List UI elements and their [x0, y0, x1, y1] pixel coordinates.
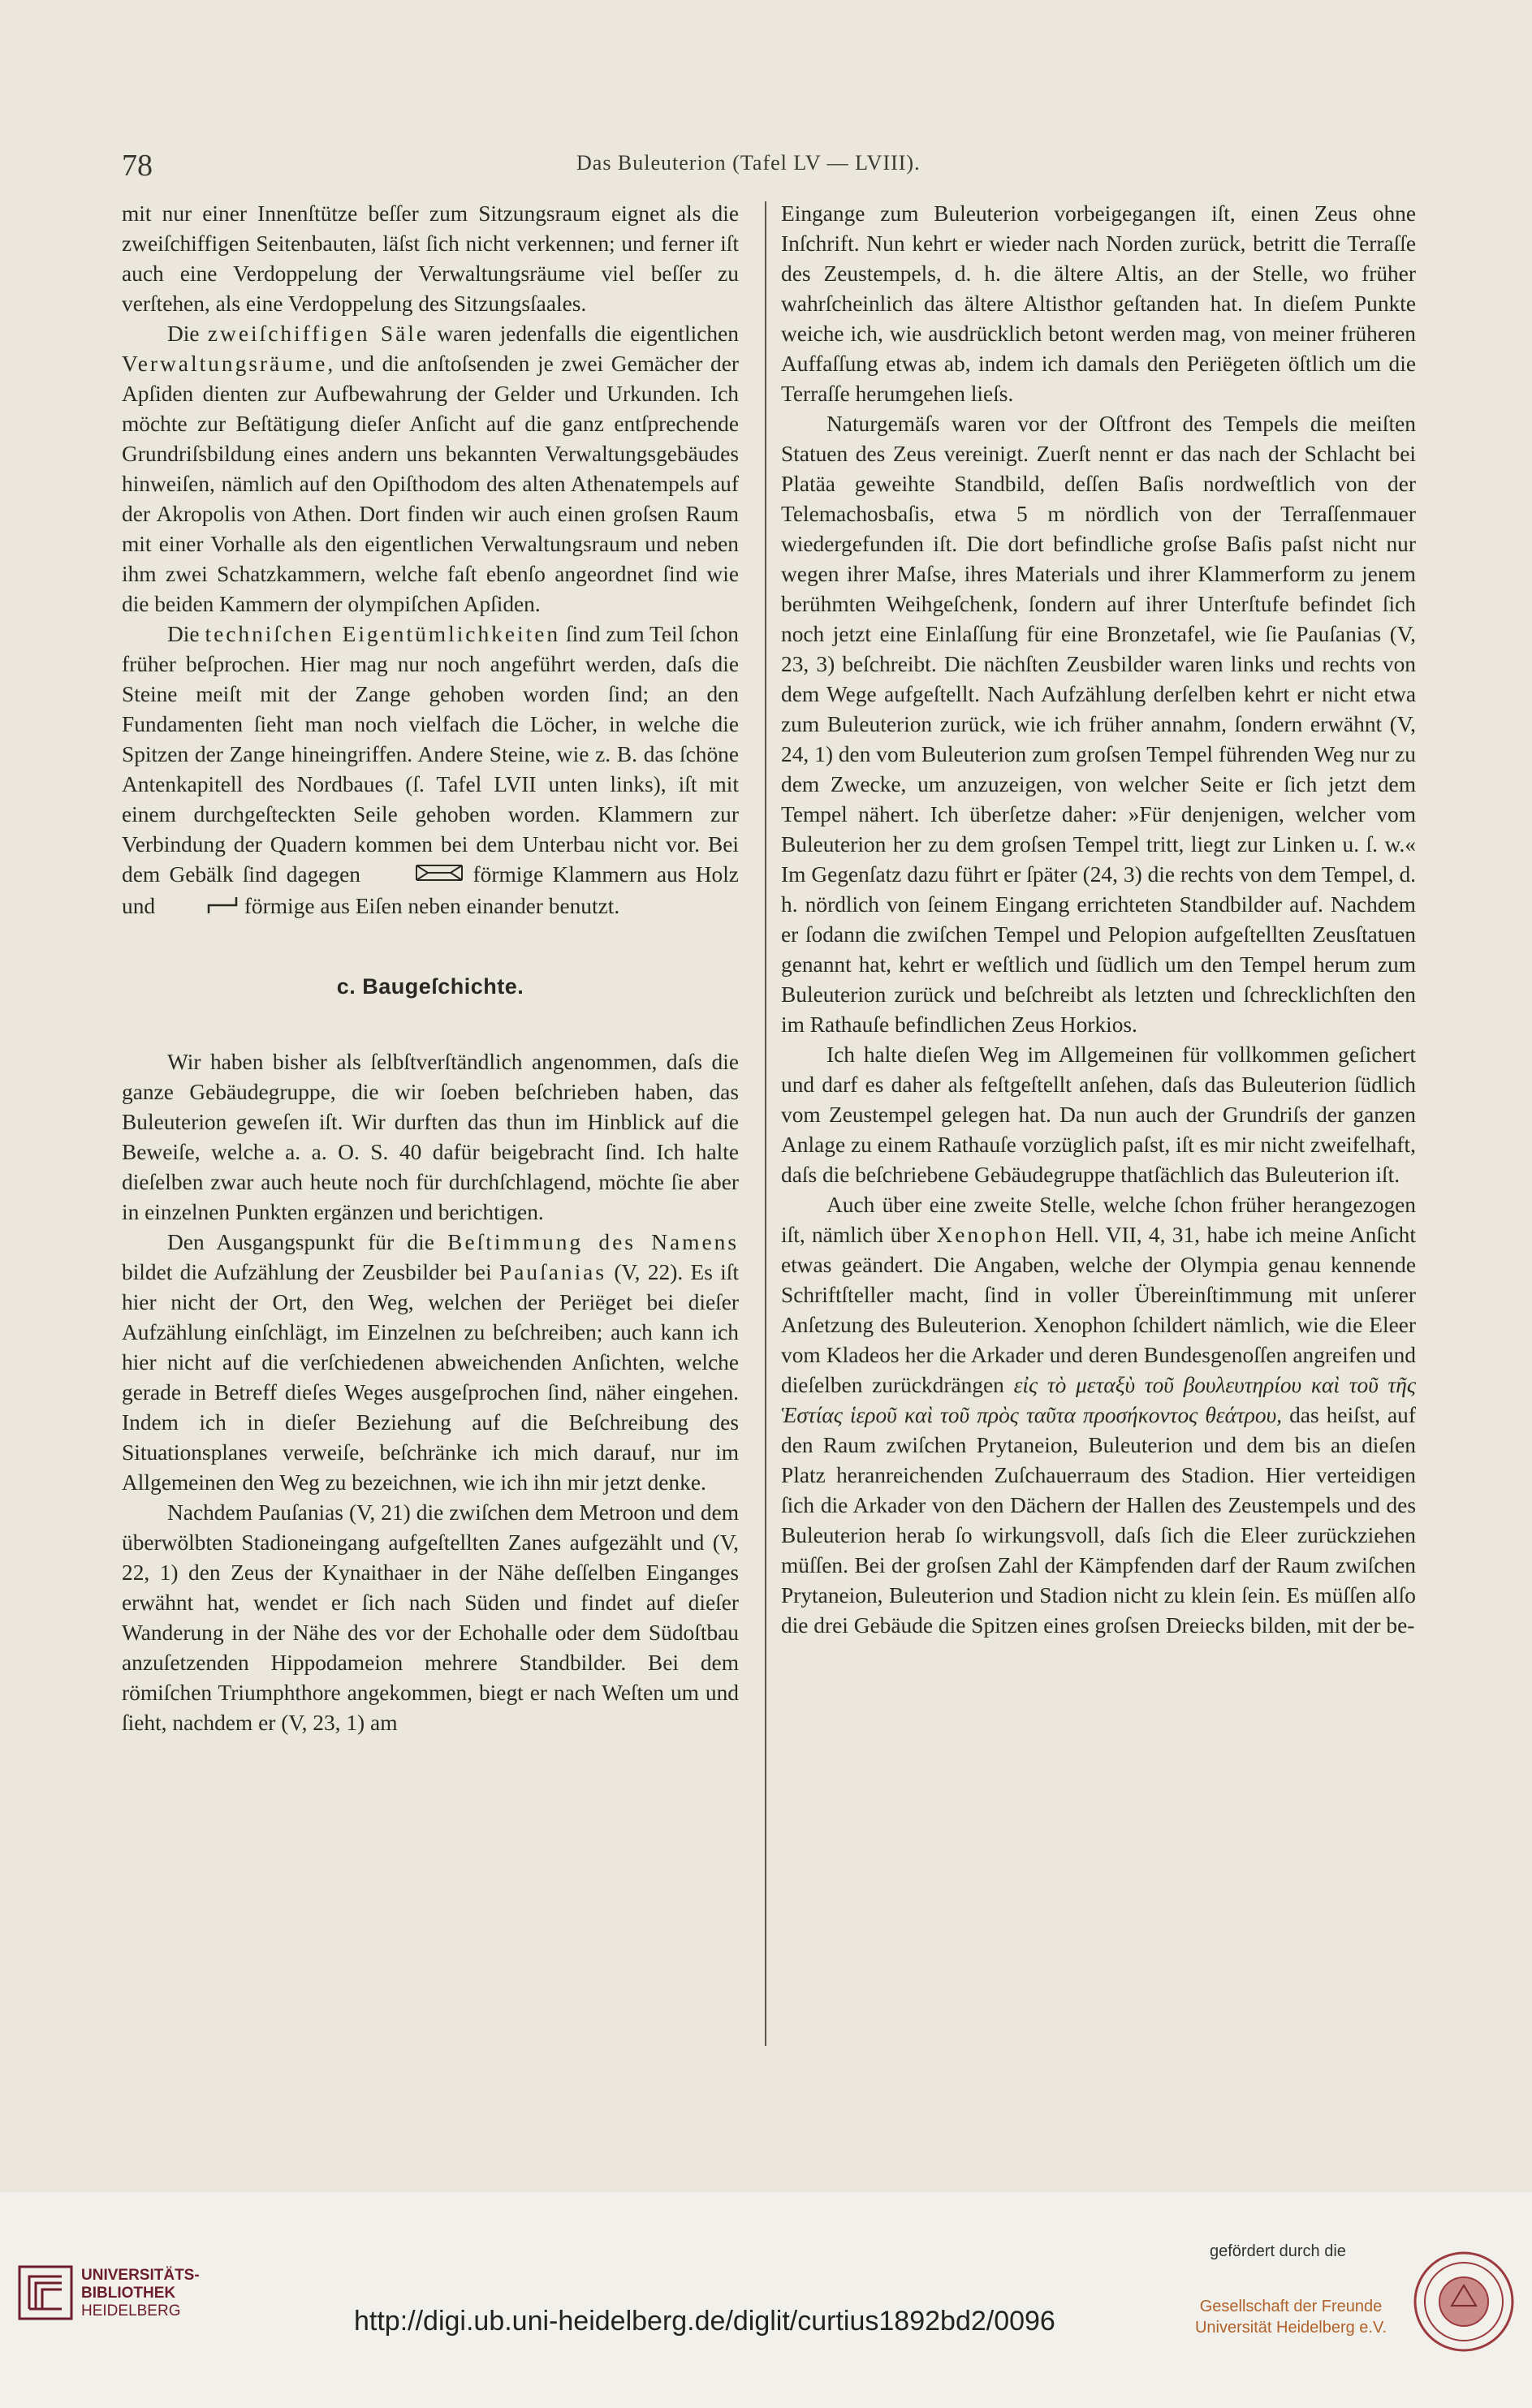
right-column: [781, 199, 1416, 1641]
paragraph: [122, 319, 739, 619]
paragraph: [122, 1228, 739, 1498]
staple-clamp-icon: [161, 893, 239, 923]
paragraph: Nachdem Pauſanias (V, 21) die zwiſchen dem Metroon und dem überwölbten Stadioneingang aufgeſtellten Zanes aufgezählt und (V, 22, 1) den Zeus der Kynaithaer in der Nähe deſſelben Einganges erwähnt hat, wendet er ſich nach Süden und findet auf dieſer Wanderung in der Nähe des vor der Echohalle oder dem Südoſtbau anzuſetzenden Hippodameion mehrere Standbilder. Bei dem römiſchen Triumphthore angekommen, biegt er nach Weſten um und ſieht, nachdem er (V, 23, 1) am: [122, 1500, 739, 1736]
text-run: Den Ausgangspunkt für die: [167, 1230, 434, 1255]
column-divider: [765, 201, 766, 2046]
supporter-name-line: Universität Heidelberg e.V.: [1194, 2319, 1387, 2337]
paragraph: [122, 619, 739, 923]
dovetail-clamp-icon: [369, 861, 464, 891]
paragraph: Ich halte dieſen Weg im Allgemeinen für vollkommen geſichert und darf es daher als feſtgeſtellt anſehen, daſs das Buleuterion ſüdlich vom Zeustempel gelegen hat. Da nun auch der Grundriſs der ganzen Anlage zu einem Rathauſe vorzüglich paſst, iſt es mir nicht zweifelhaft, daſs die beſchriebene Gebäudegruppe thatſächlich das Buleuterion iſt.: [781, 1042, 1416, 1187]
text-run: Die: [167, 622, 200, 646]
spaced-term: Pauſanias: [499, 1260, 606, 1285]
running-title: Das Buleuterion (Tafel LV — LVIII).: [576, 151, 921, 175]
text-run: förmige aus Eiſen neben einander benutzt.: [244, 894, 620, 919]
text-run: förmige Klammern aus Holz und: [122, 862, 739, 919]
paragraph: Wir haben bisher als ſelbſtverſtändlich angenommen, daſs die ganze Gebäudegruppe, die wir ſoeben beſchrieben haben, das Buleuterion geweſen iſt. Wir durften das thun im Hinblick auf die Beweiſe, welche a. a. O. S. 40 dafür beigebracht ſind. Ich halte dieſelben zwar auch heute noch für durchſchlagend, möchte ſie aber in einzelnen Punkten ergänzen und berichtigen.: [122, 1050, 739, 1225]
supporter-link[interactable]: [1193, 2296, 1388, 2338]
text-run: Auch über eine zweite Stelle, welche ſchon früher herangezogen iſt, nämlich über: [781, 1193, 1416, 1247]
library-name-line: UNIVERSITÄTS-: [81, 2267, 200, 2284]
paragraph: mit nur einer Innenſtütze beſſer zum Sitzungsraum eignet als die zweiſchiffigen Seitenbauten, läſst ſich nicht verkennen; und ferner iſt auch eine Verdoppelung der Verwaltungsräume viel beſſer zu verſtehen, als eine Verdoppelung des Sitzungsſaales.: [122, 201, 739, 316]
university-seal-icon: [1411, 2249, 1517, 2354]
page-header: [122, 148, 1421, 188]
supporter-name-line: Gesellschaft der Freunde: [1199, 2298, 1383, 2315]
spaced-term: Xenophon: [936, 1223, 1049, 1247]
page-number: 78: [122, 149, 153, 183]
text-run: , und die anſtoſsenden je zwei Gemächer der Apſiden dienten zur Aufbewahrung der Gelder und Urkunden. Ich möchte zur Beſtätigung dieſer Anſicht auf die ganz entſprechende Grundriſsbildung eines andern uns bekannten Verwaltungsgebäudes hinweiſen, nämlich auf den Opiſthodom des alten Athenatempels auf der Akropolis von Athen. Dort finden wir auch einen groſsen Raum mit einer Vorhalle als den eigentlichen Verwaltungsraum und neben ihm zwei Schatzkammern, welche faſt ebenſo angeordnet ſind wie die beiden Kammern der olympiſchen Apſiden.: [122, 352, 739, 616]
text-run: ſind zum Teil ſchon früher beſprochen. Hier mag nur noch angeführt werden, daſs die Steine meiſt mit der Zange gehoben worden ſind; an den Fundamenten ſieht man noch vielfach die Löcher, in welche die Spitzen der Zange hineingriffen. Andere Steine, wie z. B. das ſchöne Antenkapitell des Nordbaues (ſ. Tafel LVII unten links), iſt mit einem durchgeſteckten Seile gehoben worden. Klammern zur Verbindung der Quadern kommen bei dem Unterbau nicht vor. Bei dem Gebälk ſind dagegen: [122, 622, 739, 887]
spaced-term: zweiſchiffigen Säle: [207, 321, 429, 346]
text-run: bildet die Aufzählung der Zeusbilder bei: [122, 1260, 492, 1285]
supporter-label: gefördert durch die: [1210, 2242, 1346, 2260]
section-heading: c. Baugeſchichte.: [336, 974, 524, 999]
library-name: [81, 2267, 200, 2320]
paragraph: Eingange zum Buleuterion vorbeigegangen iſt, einen Zeus ohne Inſchrift. Nun kehrt er wieder nach Norden zurück, betritt die Terraſſe des Zeustempels, d. h. die ältere Altis, an der Stelle, wo früher wahrſcheinlich das ältere Altisthor geſtanden hat. In dieſem Punkte weiche ich, wie ausdrücklich betont werden mag, von meiner früheren Auffaſſung etwas ab, indem ich damals den Periëgeten öſtlich um die Terraſſe herumgehen lieſs.: [781, 201, 1416, 406]
text-run: waren jedenfalls die eigentlichen: [437, 321, 739, 346]
library-name-line: HEIDELBERG: [81, 2302, 181, 2320]
left-column: [122, 199, 739, 1738]
text-run: das heiſst, auf den Raum zwiſchen Prytaneion, Buleuterion und dem bis an dieſen Platz heranreichenden Zuſchauerraum des Stadion. Hier verteidigen ſich die Arkader von den Dächern der Hallen des Zeustempels und des Buleuterion herab ſo wirkungsvoll, daſs ſich die Eleer zurückziehen müſſen. Bei der groſsen Zahl der Kämpfenden darf der Raum zwiſchen Prytaneion, Buleuterion und Stadion nicht zu klein ſein. Es müſſen alſo die drei Gebäude die Spitzen eines groſsen Dreiecks bilden, mit der be-: [781, 1403, 1416, 1638]
library-logo-icon: [18, 2265, 73, 2320]
paragraph: Naturgemäſs waren vor der Oſtfront des Tempels die meiſten Statuen des Zeus vereinigt. Zuerſt nennt er das nach der Schlacht bei Platäa geweihte Standbild, deſſen Baſis nordweſtlich von der Telemachosbaſis, etwa 5 m nördlich von der Terraſſenmauer wiedergefunden iſt. Die dort befindliche groſse Baſis paſst nicht nur wegen ihrer Maſse, ihres Materials und ihrer Klammerform zu jenem berühmten Weihgeſchenk, ſondern auf ihrer Unterſtufe befindet ſich noch jetzt eine Einlaſſung für eine Bronzetafel, wie ſie Pauſanias (V, 23, 3) beſchreibt. Die nächſten Zeusbilder waren links und rechts von dem Wege aufgeſtellt. Nach Aufzählung derſelben kehrt er nicht etwa zum Buleuterion zurück, wie ich früher annahm, ſondern erwähnt (V, 24, 1) den vom Buleuterion zum groſsen Tempel führenden Weg nur zu dem Zwecke, um anzuzeigen, von welcher Seite er ſich jetzt dem Tempel nähert. Ich überſetze daher: »Für denjenigen, welcher vom Buleuterion her zu dem groſsen Tempel tritt, liegt zur Linken u. ſ. w.« Im Gegenſatz dazu führt er ſpäter (24, 3) die rechts von dem Tempel, d. h. nördlich von ſeinem Eingang errichteten Standbilder auf. Nachdem er ſodann die zwiſchen Tempel und Pelopion aufgeſtellten Zeusſtatuen genannt hat, kehrt er weſtlich und ſüdlich um den Tempel herum zum Buleuterion zurück und beſchreibt als letzten und ſchrecklichſten den im Rathauſe befindlichen Zeus Horkios.: [781, 412, 1416, 1037]
paragraph: [781, 1190, 1416, 1641]
spaced-term: techniſchen Eigentümlichkeiten: [205, 622, 561, 646]
text-run: Hell. VII, 4, 31, habe ich meine Anſicht etwas geändert. Die Angaben, welche der Olympia genau kennende Schriftſteller macht, ſind in voller Übereinſtimmung mit unſerer Anſetzung des Buleuterion. Xenophon ſchildert nämlich, wie die Eleer vom Kladeos her die Arkader und deren Bundesgenoſſen angreifen und dieſelben zurückdrängen: [781, 1223, 1416, 1397]
spaced-term: Beſtimmung des Namens: [447, 1230, 739, 1255]
text-run: (V, 22). Es iſt hier nicht der Ort, den Weg, welchen der Periëget bei dieſer Aufzählung einſchlägt, im Einzelnen zu beſchreiben; auch kann ich hier nicht auf die verſchiedenen abweichenden Anſichten, welche gerade in Betreff dieſes Weges ausgeſprochen ſind, näher eingehen. Indem ich in dieſer Beziehung auf die Beſchreibung des Situationsplanes verweiſe, beſchränke ich mich darauf, nur im Allgemeinen den Weg zu bezeichnen, wie ich ihn mir jetzt denke.: [122, 1260, 740, 1495]
permalink-url[interactable]: http://digi.ub.uni-heidelberg.de/diglit/curtius1892bd2/0096: [354, 2306, 1055, 2337]
library-name-line: BIBLIOTHEK: [81, 2285, 176, 2302]
text-run: Die: [167, 321, 200, 346]
viewer-footer: [0, 2192, 1532, 2408]
spaced-term: Verwaltungsräume: [122, 352, 328, 376]
library-logo[interactable]: [18, 2265, 229, 2354]
greek-quotation: εἰς τὸ μεταξὺ τοῦ βουλευτηρίου καὶ τοῦ τῆς Ἑστίας ἱεροῦ καὶ τοῦ πρὸς ταῦτα προσήκοντος θεάτρου,: [781, 1373, 1417, 1427]
